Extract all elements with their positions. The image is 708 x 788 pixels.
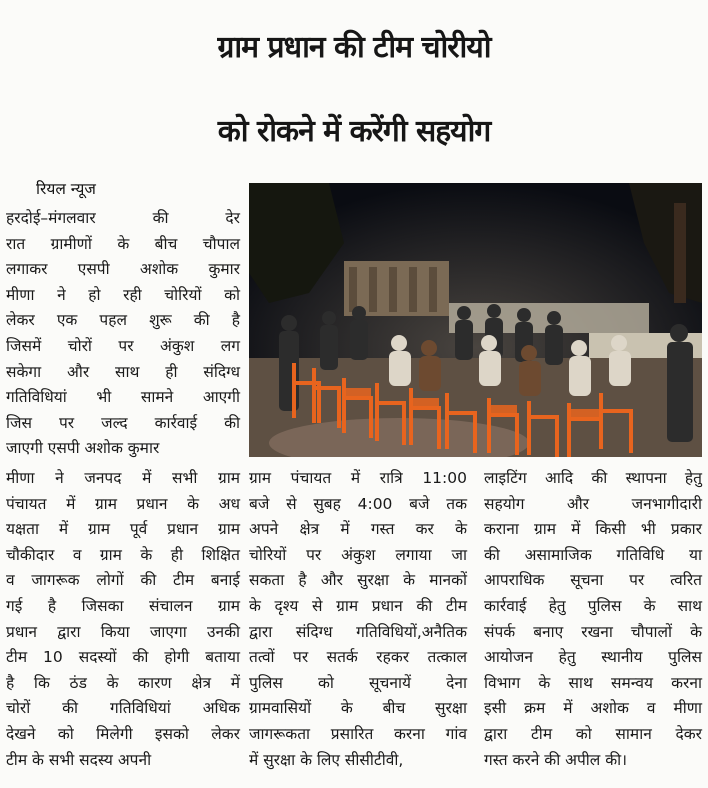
article-line: चौकीदार व ग्राम के ही शिक्षित: [6, 545, 240, 564]
article-line: द्वारा टीम को सामान देकर: [484, 724, 702, 743]
article-line: चोरियों पर अंकुश लगाया जा: [249, 545, 467, 564]
article-line: मीणा ने हो रही चोरियों को: [6, 285, 240, 304]
article-column-3: [484, 466, 702, 773]
village-meeting-night-photo: [249, 183, 702, 457]
article-line: गई है जिसका संचालन ग्राम: [6, 596, 240, 615]
article-line: टीम के सभी सदस्य अपनी: [6, 750, 152, 769]
article-line: ग्राम पंचायत में रात्रि 11:00: [249, 469, 467, 487]
headline-line-2: को रोकने में करेंगी सहयोग: [217, 114, 491, 149]
byline: रियल न्यूज: [36, 180, 96, 198]
article-line: जागरूकता प्रसारित करना गांव: [249, 724, 467, 743]
article-line: में सुरक्षा के लिए सीसीटीवी,: [249, 750, 404, 769]
article-line: यक्षता में ग्राम पूर्व प्रधान ग्राम: [6, 520, 240, 539]
article-line: आयोजन हेतु स्थानीय पुलिस: [484, 648, 702, 667]
article-line: जाएगी एसपी अशोक कुमार: [6, 439, 160, 458]
article-line: द्वारा संदिग्ध गतिविधियों,अनैतिक: [249, 622, 467, 641]
article-line: जिस पर जल्द कार्रवाई की: [6, 413, 240, 432]
article-line: कराना ग्राम में किसी भी प्रकार: [484, 520, 702, 539]
news-photo: [249, 183, 702, 457]
article-line: लाइटिंग आदि की स्थापना हेतु: [484, 469, 702, 487]
article-line: बजे से सुबह 4:00 बजे तक: [249, 494, 467, 513]
article-line: लेकर एक पहल शुरू की है: [6, 311, 240, 330]
article-line: पंचायत में ग्राम प्रधान के अध: [6, 494, 240, 513]
article-line: सकेगा और साथ ही संदिग्ध: [6, 362, 240, 381]
article-line: के दृश्य से ग्राम प्रधान की टीम: [249, 596, 467, 615]
article-line: टीम 10 सदस्यों की होगी बताया: [6, 648, 240, 667]
article-line: चोरों की गतिविधियां अधिक: [6, 699, 240, 718]
article-line: की असामाजिक गतिविधि या: [484, 545, 702, 564]
article-line: हरदोई–मंगलवार की देर: [6, 209, 240, 227]
article-line: सकता है और सुरक्षा के मानकों: [249, 571, 467, 590]
article-line: रात ग्रामीणों के बीच चौपाल: [6, 234, 240, 253]
article-line: अपने क्षेत्र में गस्त कर के: [249, 520, 467, 539]
article-line: जिसमें चोरों पर अंकुश लग: [6, 336, 240, 355]
article-line: आपराधिक सूचना पर त्वरित: [484, 571, 702, 590]
article-line: संपर्क बनाए रखना चौपालों के: [484, 622, 702, 641]
article-line: ग्रामवासियों के बीच सुरक्षा: [249, 699, 467, 718]
article-line: प्रधान द्वारा किया जाएगा उनकी: [6, 622, 240, 641]
article-line: गस्त करने की अपील की।: [484, 750, 628, 769]
article-line: पुलिस को सूचनायें देना: [249, 673, 467, 692]
article-column-2: [249, 466, 467, 773]
article-line: इसी क्रम में अशोक व मीणा: [484, 699, 702, 718]
article-line: मीणा ने जनपद में सभी ग्राम: [6, 469, 240, 487]
article-line: है कि ठंड के कारण क्षेत्र में: [6, 673, 240, 692]
article-column-1-top: [6, 206, 240, 462]
article-line: देखने को मिलेगी इसको लेकर: [6, 724, 240, 743]
article-line: व जागरूक लोगों की टीम बनाई: [6, 571, 240, 590]
article-column-1-bottom: [6, 466, 240, 773]
article-line: कार्रवाई हेतु पुलिस के साथ: [484, 596, 702, 615]
article-line: विभाग के साथ समन्वय करना: [484, 673, 702, 692]
headline-line-1: ग्राम प्रधान की टीम चोरीयो: [217, 30, 491, 65]
article-line: तत्वों पर सतर्क रहकर तत्काल: [249, 648, 467, 667]
article-line: गतिविधियां भी सामने आएगी: [6, 388, 240, 407]
article-line: लगाकर एसपी अशोक कुमार: [6, 260, 240, 279]
article-line: सहयोग और जनभागीदारी: [484, 494, 702, 513]
